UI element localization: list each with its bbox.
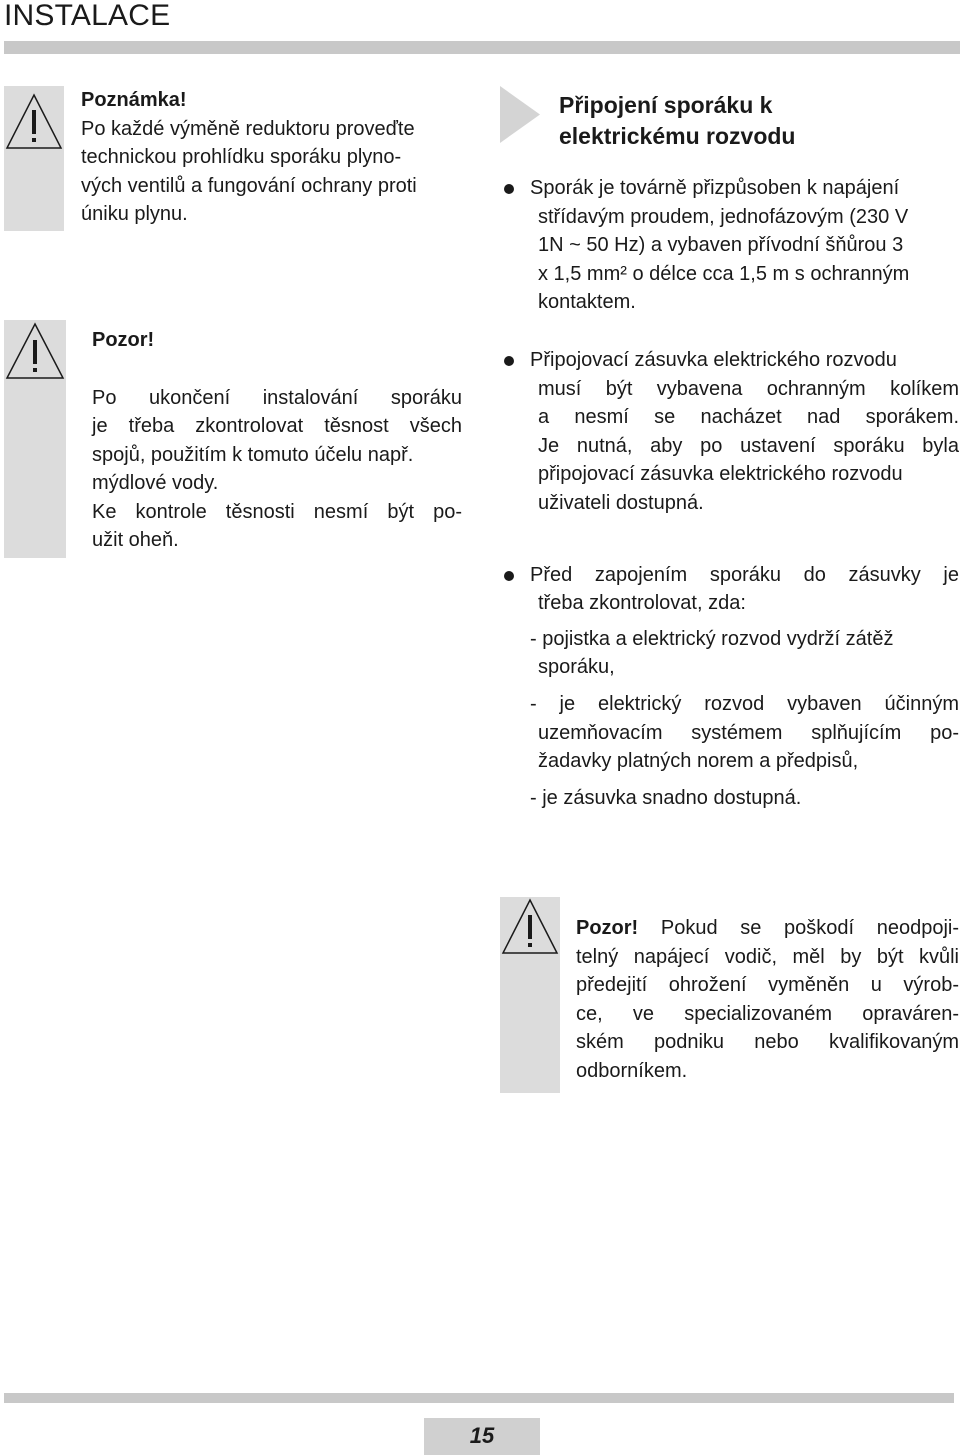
warning-triangle-icon [4,92,64,152]
note-heading: Pozor! [576,917,639,939]
dash-line: - pojistka a elektrický rozvod vydrží zátěž [530,627,894,650]
page-number-box [424,1418,540,1455]
warning-box [500,897,560,1093]
section-title-line: Připojení sporáku k [559,92,773,118]
note-heading: Pozor! [92,329,155,351]
note-line: ce, ve specializovaném opraváren- [576,1002,959,1025]
section-title [559,90,949,152]
bullet-line: uživateli dostupná. [538,491,704,514]
note-line [576,914,959,943]
dash-item [500,690,959,776]
bullet-line: připojovací zásuvka elektrického rozvodu [538,463,903,486]
note-line: úniku plynu. [81,203,188,225]
top-rule [4,41,960,54]
dash-line: - je zásuvka snadno dostupná. [530,786,802,809]
dash-line: žadavky platných norem a předpisů, [538,750,859,773]
dash-line: uzemňovacím systémem splňujícím po- [538,721,959,744]
dash-line: sporáku, [538,656,615,679]
bottom-rule [4,1393,954,1403]
note-poznamka [81,86,466,229]
section-arrow-icon [500,86,540,143]
note-pozor [92,326,462,555]
note-pozor-cord [576,914,959,1085]
bullet-line: Připojovací zásuvka elektrického rozvodu [530,348,897,371]
note-line: telný napájecí vodič, měl by být kvůli [576,945,959,968]
bullet-line: a nesmí se nacházet nad sporákem. [538,406,959,429]
bullet-line: Je nutná, aby po ustavení sporáku byla [538,434,959,457]
bullet-line: Sporák je továrně přizpůsoben k napájení [530,177,900,199]
warning-box [4,320,66,558]
bullet-line: 1N ~ 50 Hz) a vybaven přívodní šňůrou 3 [538,234,904,257]
bullet-line: x 1,5 mm² o délce cca 1,5 m s ochranným [538,262,910,285]
bullet-item [500,174,959,317]
bullet-item [500,346,959,518]
dash-line: - je elektrický rozvod vybaven účinným [530,692,959,715]
warning-triangle-icon [500,897,560,957]
note-line: Po každé výměně reduktoru proveďte [81,117,415,140]
bullet-line: Před zapojením sporáku do zásuvky je [530,563,959,586]
note-line: vých ventilů a fungování ochrany proti [81,174,417,197]
page-number: 15 [469,1423,495,1448]
note-line: předejití ohrožení vyměněn u výrob- [576,974,959,996]
note-line: Ke kontrole těsnosti nesmí být po- [92,500,462,523]
note-line: odborníkem. [576,1059,688,1082]
note-line-rest: Pokud se poškodí neodpoji- [638,917,959,939]
note-line: technickou prohlídku sporáku plyno- [81,146,402,168]
note-line: ském podniku nebo kvalifikovaným [576,1031,959,1053]
bullet-line: třeba zkontrolovat, zda: [538,592,746,615]
note-line: mýdlové vody. [92,472,219,494]
note-line: je třeba zkontrolovat těsnost všech [92,415,462,437]
section-title-line: elektrickému rozvodu [559,123,796,149]
bullet-line: střídavým proudem, jednofázovým (230 V [538,205,909,228]
bullet-line: musí být vybavena ochranným kolíkem [538,377,959,400]
dash-item [500,784,959,813]
bullet-line: kontaktem. [538,291,636,314]
page-title: INSTALACE [4,0,171,32]
note-line: Po ukončení instalování sporáku [92,386,462,409]
warning-triangle-icon [4,320,66,382]
note-line: užit oheň. [92,529,179,551]
section-body [500,174,959,812]
bullet-item [500,561,959,618]
warning-box [4,86,64,231]
dash-item [500,625,959,682]
note-line: spojů, použitím k tomuto účelu např. [92,443,414,466]
note-heading: Poznámka! [81,89,187,111]
